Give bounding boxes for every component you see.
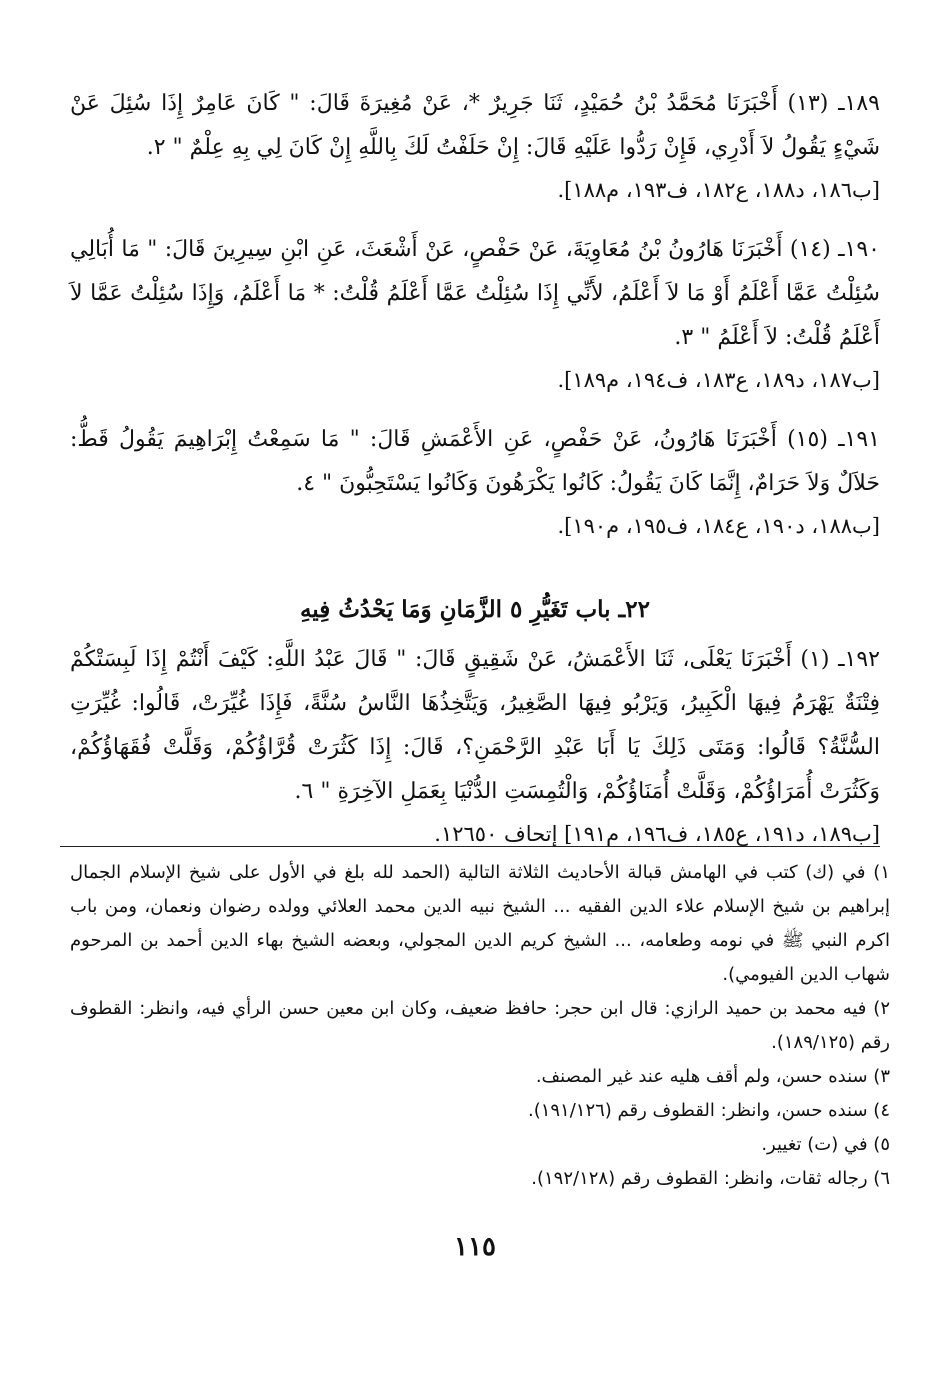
footnotes bbox=[70, 856, 890, 1196]
hadith-190-references: [ب١٨٧، د١٨٩، ع١٨٣، ف١٩٤، م١٨٩]. bbox=[557, 368, 880, 392]
footnote-2: ٢) فيه محمد بن حميد الرازي: قال ابن حجر: حافظ ضعيف، وكان ابن معين حسن الرأي فيه، وانظر: القطوف رقم (١٨٩/١٢٥). bbox=[70, 998, 890, 1053]
hadith-192: ١٩٢ـ (١) أَخْبَرَنَا يَعْلَى، ثَنَا الأَعْمَشُ، عَنْ شَقِيقٍ قَالَ: " قَالَ عَبْدُ اللَّهِ: كَيْفَ أَنْتُمْ إِذَا لَبِسَتْكُمْ فِتْنَةٌ يَهْرَمُ فِيهَا الْكَبِيرُ، وَيَرْبُو فِيهَا الصَّغِيرُ، وَيَتَّخِذُهَا النَّاسُ سُنَّةً، فَإِذَا غُيِّرَتْ، قَالُوا: غُيِّرَتِ السُّنَّةُ؟ قَالُوا: وَمَتَى ذَلِكَ يَا أَبَا عَبْدِ الرَّحْمَنِ؟، قَالَ: إِذَا كَثُرَتْ قُرَّاؤُكُمْ، وَقَلَّتْ فُقَهَاؤُكُمْ، وَكَثُرَتْ أُمَرَاؤُكُمْ، وَقَلَّتْ أُمَنَاؤُكُمْ، وَالْتُمِسَتِ الدُّنْيَا بِعَمَلِ الآخِرَةِ " ٦. bbox=[70, 647, 880, 804]
hadith-191-references: [ب١٨٨، د١٩٠، ع١٨٤، ف١٩٥، م١٩٠]. bbox=[557, 514, 880, 538]
footnote-separator bbox=[60, 846, 880, 847]
footnote-5: ٥) في (ت) تغيير. bbox=[761, 1134, 890, 1155]
chapter-heading: ٢٢ـ باب تَغَيُّرِ ٥ الزَّمَانِ وَمَا يَحْدُثُ فِيهِ bbox=[299, 596, 651, 623]
hadith-192-references: [ب١٨٩، د١٩١، ع١٨٥، ف١٩٦، م١٩١] إتحاف ١٢٦٥٠. bbox=[434, 822, 880, 846]
hadith-191: ١٩١ـ (١٥) أَخْبَرَنَا هَارُونُ، عَنْ حَفْصٍ، عَنِ الأَعْمَشِ قَالَ: " مَا سَمِعْتُ إِبْرَاهِيمَ يَقُولُ قَطُّ: حَلاَلٌ وَلاَ حَرَامٌ، إِنَّمَا كَانَ يَقُولُ: كَانُوا يَكْرَهُونَ وَكَانُوا يَسْتَحِبُّونَ " ٤. bbox=[70, 427, 880, 496]
footnote-4: ٤) سنده حسن، وانظر: القطوف رقم (١٩١/١٢٦). bbox=[527, 1100, 890, 1121]
hadith-189-references: [ب١٨٦، د١٨٨، ع١٨٢، ف١٩٣، م١٨٨]. bbox=[557, 178, 880, 202]
hadith-190: ١٩٠ـ (١٤) أَخْبَرَنَا هَارُونُ بْنُ مُعَاوِيَةَ، عَنْ حَفْصٍ، عَنْ أَشْعَثَ، عَنِ ابْنِ سِيرِينَ قَالَ: " مَا أُبَالِي سُئِلْتُ عَمَّا أَعْلَمُ أَوْ مَا لاَ أَعْلَمُ، لأَنِّي إِذَا سُئِلْتُ عَمَّا أَعْلَمُ قُلْتُ: * مَا أَعْلَمُ، وَإِذَا سُئِلْتُ عَمَّا لاَ أَعْلَمُ قُلْتُ: لاَ أَعْلَمُ " ٣. bbox=[70, 237, 880, 350]
hadith-189: ١٨٩ـ (١٣) أَخْبَرَنَا مُحَمَّدُ بْنُ حُمَيْدٍ، ثَنَا جَرِيرٌ *، عَنْ مُغِيرَةَ قَالَ: " كَانَ عَامِرٌ إِذَا سُئِلَ عَنْ شَيْءٍ يَقُولُ لاَ أَدْرِي، فَإِنْ رَدُّوا عَلَيْهِ قَالَ: إِنْ حَلَفْتُ لَكَ بِاللَّهِ إِنْ كَانَ لِي بِهِ عِلْمٌ " ٢. bbox=[70, 91, 880, 160]
footnote-1: ١) في (ك) كتب في الهامش قبالة الأحاديث الثلاثة التالية (الحمد لله بلغ في الأول على شيخ الإسلام الجمال إبراهيم بن شيخ الإسلام علاء الدين الفقيه ... الشيخ نبيه الدين محمد العلائي وولده رضوان ونعمان، ومن باب اكرم النبي ﷺ في نومه وطعامه، ... الشيخ كريم الدين المجولي، وبعضه الشيخ بهاء الدين أحمد بن المرحوم شهاب الدين الفيومي). bbox=[70, 862, 890, 985]
footnote-6: ٦) رجاله ثقات، وانظر: القطوف رقم (١٩٢/١٢٨). bbox=[531, 1168, 890, 1189]
page-number: ١١٥ bbox=[454, 1232, 496, 1262]
footnote-3: ٣) سنده حسن، ولم أقف هليه عند غير المصنف. bbox=[535, 1066, 890, 1087]
main-text bbox=[70, 82, 880, 872]
